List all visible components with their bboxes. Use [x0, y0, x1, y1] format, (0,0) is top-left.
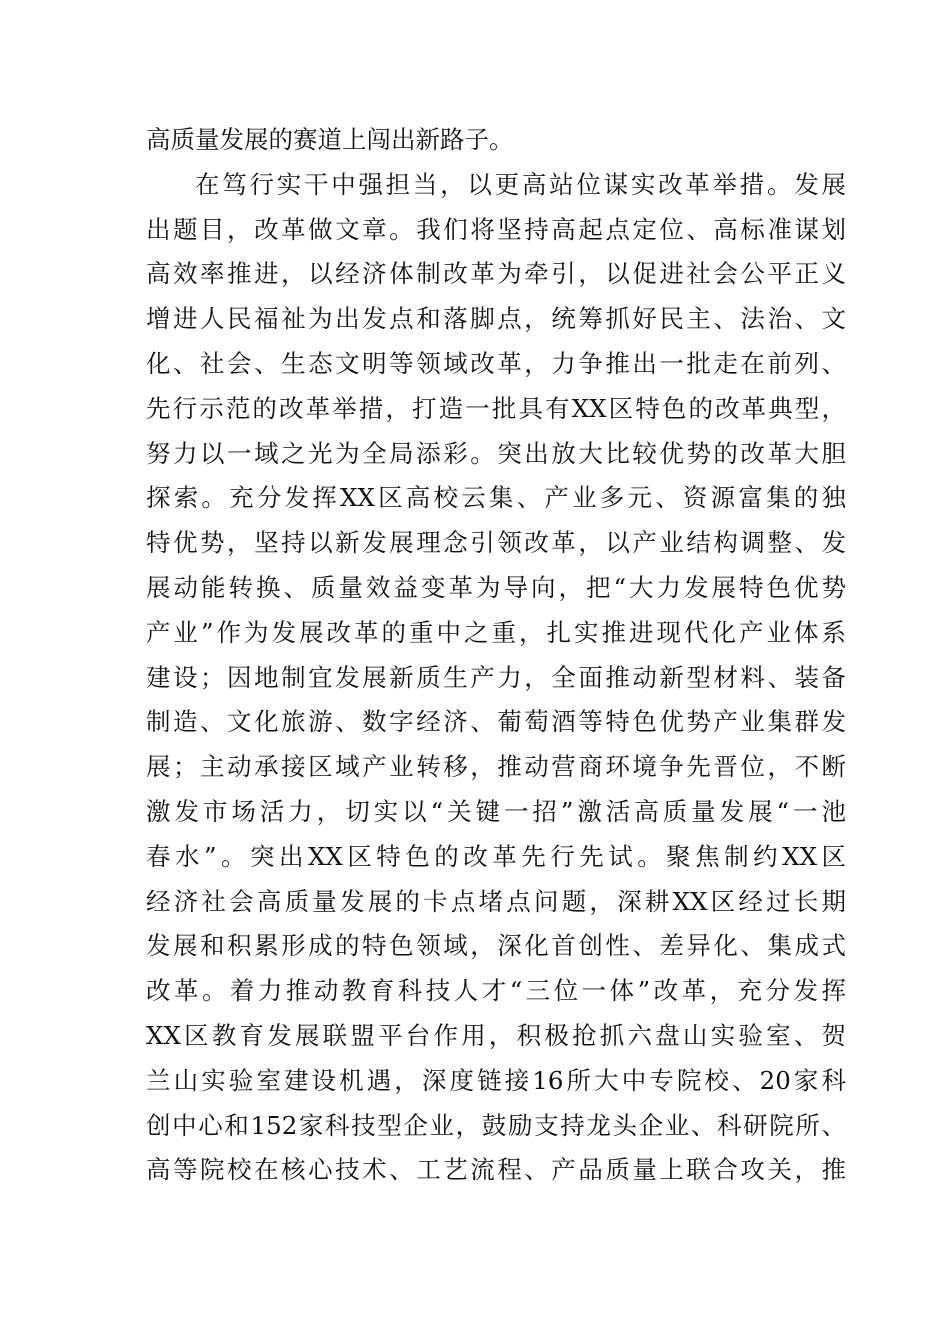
text-line: 高效率推进，以经济体制改革为牵引，以促进社会公平正义 [146, 259, 846, 289]
text-line: 激发市场活力，切实以“关键一招”激活高质量发展“一池 [146, 796, 846, 826]
text-line: 出题目，改革做文章。我们将坚持高起点定位、高标准谋划 [146, 214, 846, 244]
text-line: 增进人民福祉为出发点和落脚点，统筹抓好民主、法治、文 [146, 304, 846, 334]
text-line: 探索。充分发挥XX区高校云集、产业多元、资源富集的独 [146, 483, 846, 513]
body-text [146, 118, 846, 1193]
text-line: 特优势，坚持以新发展理念引领改革，以产业结构调整、发 [146, 528, 846, 558]
text-line: 展；主动承接区域产业转移，推动营商环境争先晋位，不断 [146, 752, 846, 782]
text-line: 改革。着力推动教育科技人才“三位一体”改革，充分发挥 [146, 976, 846, 1006]
text-line: 高等院校在核心技术、工艺流程、产品质量上联合攻关，推 [146, 1155, 846, 1185]
text-line: 发展和积累形成的特色领域，深化首创性、差异化、集成式 [146, 931, 846, 961]
text-line: 努力以一域之光为全局添彩。突出放大比较优势的改革大胆 [146, 438, 846, 468]
text-line: 经济社会高质量发展的卡点堵点问题，深耕XX区经过长期 [146, 886, 846, 916]
text-line: 展动能转换、质量效益变革为导向，把“大力发展特色优势 [146, 572, 846, 602]
paragraph-first-line: 在笃行实干中强担当，以更高站位谋实改革举措。发展 [195, 169, 846, 199]
text-line: 化、社会、生态文明等领域改革，力争推出一批走在前列、 [146, 348, 846, 378]
text-line: 产业”作为发展改革的重中之重，扎实推进现代化产业体系 [146, 617, 846, 647]
text-line: 建设；因地制宜发展新质生产力，全面推动新型材料、装备 [146, 662, 846, 692]
text-line: 高质量发展的赛道上闯出新路子。 [146, 125, 514, 154]
text-line: 先行示范的改革举措，打造一批具有XX区特色的改革典型， [146, 393, 846, 423]
text-line: 春水”。突出XX区特色的改革先行先试。聚焦制约XX区 [146, 841, 846, 871]
text-line: 兰山实验室建设机遇，深度链接16所大中专院校、20家科 [146, 1065, 846, 1095]
text-line: XX区教育发展联盟平台作用，积极抢抓六盘山实验室、贺 [146, 1020, 846, 1050]
text-line: 创中心和152家科技型企业，鼓励支持龙头企业、科研院所、 [146, 1110, 846, 1140]
text-line: 制造、文化旅游、数字经济、葡萄酒等特色优势产业集群发 [146, 707, 846, 737]
